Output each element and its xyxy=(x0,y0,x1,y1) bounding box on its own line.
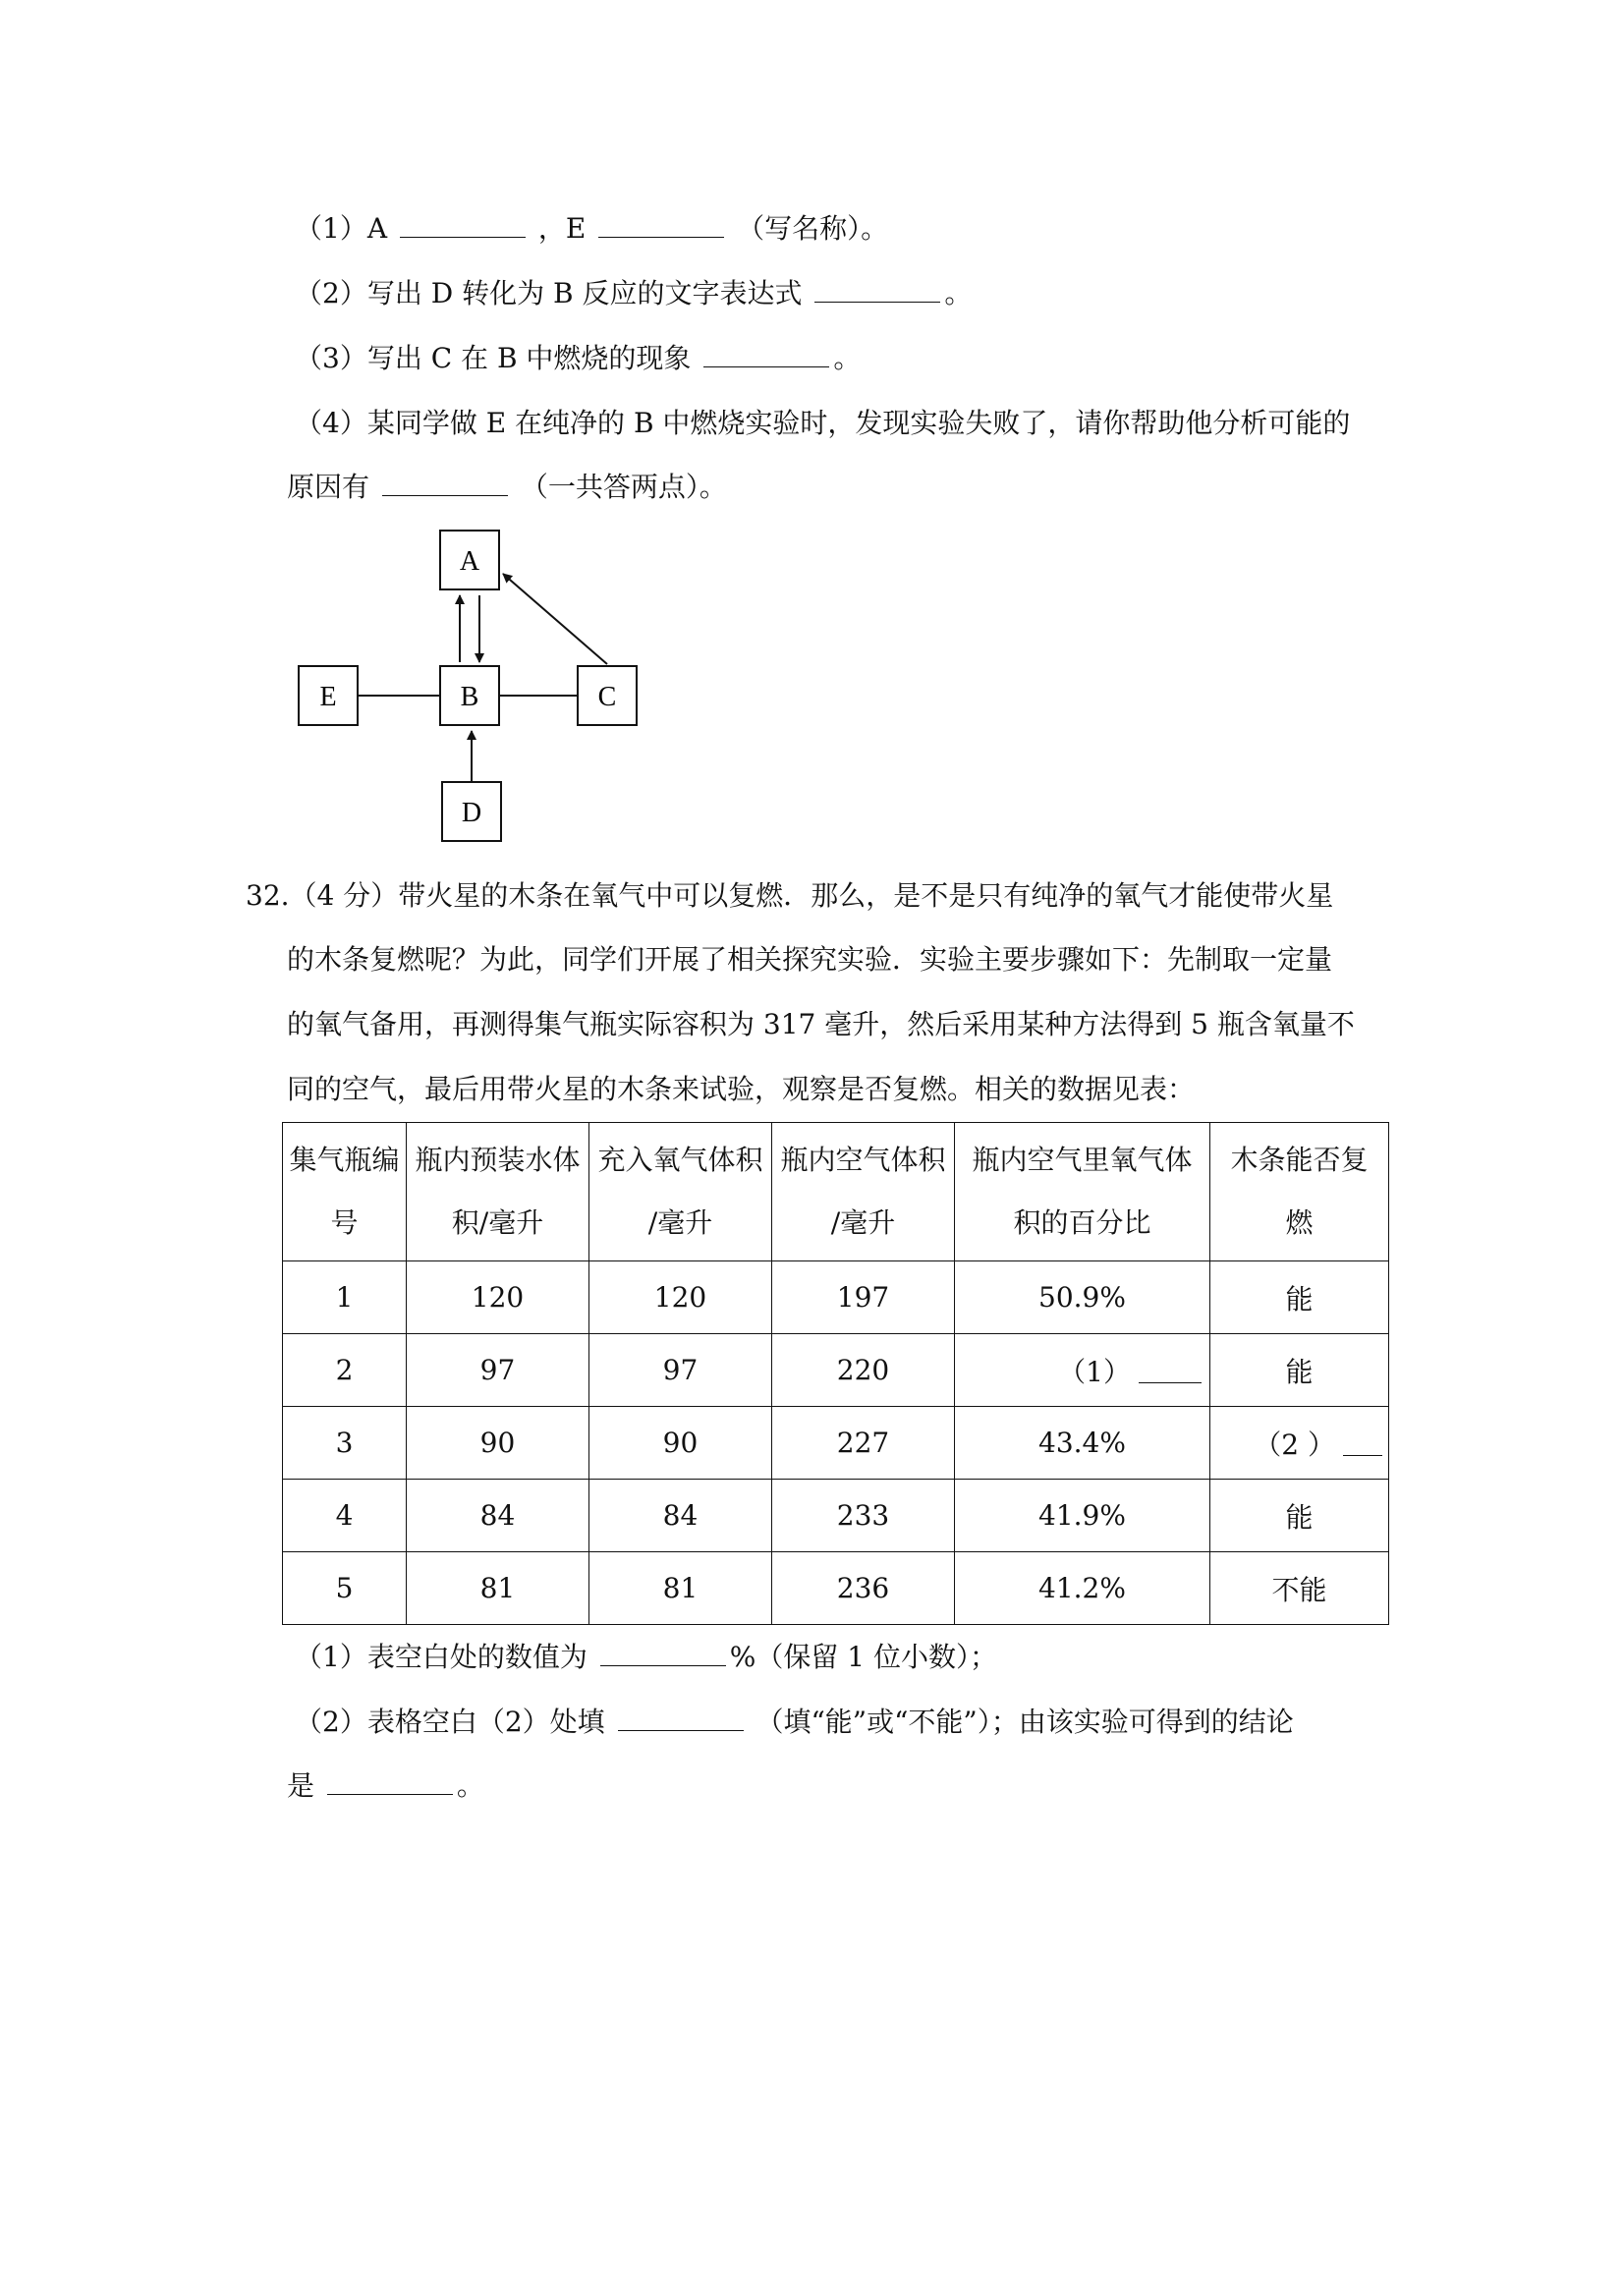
q31-part1-mid: ，E xyxy=(537,212,587,245)
q32-line3: 的氧气备用，再测得集气瓶实际容积为 317 毫升，然后采用某种方法得到 5 瓶含氧量不 xyxy=(287,1008,1355,1040)
table-cell: 120 xyxy=(589,1261,772,1334)
q31-part3-suffix: 。 xyxy=(833,342,862,374)
node-d-label: D xyxy=(461,798,482,828)
table-cell: 41.9% xyxy=(955,1480,1210,1552)
table-cell: 能 xyxy=(1210,1261,1389,1334)
node-a xyxy=(440,531,499,589)
node-a-label: A xyxy=(459,546,480,577)
q31-part1 xyxy=(295,209,888,249)
q31-part3 xyxy=(295,339,861,378)
table-cell: 不能 xyxy=(1210,1552,1389,1625)
q31-part4-prefix: 原因有 xyxy=(287,471,370,503)
node-c xyxy=(578,666,637,725)
header-water-volume: 瓶内预装水体 积/毫升 xyxy=(407,1123,589,1261)
node-b xyxy=(440,666,499,725)
table-cell: 能 xyxy=(1210,1480,1389,1552)
blank-2-label: （2 ） xyxy=(1254,1428,1335,1461)
header-bottle-number: 集气瓶编 号 xyxy=(283,1123,407,1261)
q32-sub2-cont-suffix: 。 xyxy=(456,1769,484,1802)
experiment-data-table xyxy=(282,1122,1389,1625)
q32-sub2-prefix: （2）表格空白（2）处填 xyxy=(295,1706,605,1738)
table-cell: 2 xyxy=(283,1334,407,1407)
answer-blank-relight[interactable] xyxy=(1343,1429,1382,1456)
table-cell: 43.4% xyxy=(955,1407,1210,1480)
node-b-label: B xyxy=(460,682,479,712)
table-cell: 81 xyxy=(407,1552,589,1625)
table-cell: 41.2% xyxy=(955,1552,1210,1625)
table-row xyxy=(283,1552,1389,1625)
q32-line2: 的木条复燃呢？为此，同学们开展了相关探究实验．实验主要步骤如下：先制取一定量 xyxy=(287,943,1333,976)
arrow-c-to-a xyxy=(503,574,607,664)
answer-blank-reasons[interactable] xyxy=(382,470,508,496)
header-relight: 木条能否复 燃 xyxy=(1210,1123,1389,1261)
q32-sub2-cont-prefix: 是 xyxy=(287,1769,315,1802)
header-oxygen-percentage: 瓶内空气里氧气体 积的百分比 xyxy=(955,1123,1210,1261)
answer-blank-e[interactable] xyxy=(598,211,724,238)
q32-sub1-prefix: （1）表空白处的数值为 xyxy=(295,1641,588,1673)
q32-line1: 32.（4 分）带火星的木条在氧气中可以复燃．那么，是不是只有纯净的氧气才能使带火星 xyxy=(246,879,1334,912)
table-cell: 50.9% xyxy=(955,1261,1210,1334)
q32-sub2 xyxy=(295,1703,1294,1742)
table-cell: 84 xyxy=(407,1480,589,1552)
table-row xyxy=(283,1407,1389,1480)
table-cell: 81 xyxy=(589,1552,772,1625)
node-d xyxy=(442,782,501,841)
table-cell-blank-2 xyxy=(1210,1407,1389,1480)
table-cell: 90 xyxy=(589,1407,772,1480)
q31-part4-line1: （4）某同学做 E 在纯净的 B 中燃烧实验时，发现实验失败了，请你帮助他分析可能的 xyxy=(295,407,1351,439)
q31-part2 xyxy=(295,274,972,313)
q32-sub1-suffix: %（保留 1 位小数）； xyxy=(729,1641,997,1673)
q31-part1-suffix: （写名称）。 xyxy=(737,212,889,245)
table-cell: 84 xyxy=(589,1480,772,1552)
q32-sub2-cont xyxy=(287,1766,484,1806)
blank-1-label: （1） xyxy=(1058,1355,1131,1388)
table-cell: 227 xyxy=(772,1407,955,1480)
table-row xyxy=(283,1261,1389,1334)
header-oxygen-volume: 充入氧气体积 /毫升 xyxy=(589,1123,772,1261)
table-cell: 5 xyxy=(283,1552,407,1625)
node-e xyxy=(299,666,358,725)
table-cell: 1 xyxy=(283,1261,407,1334)
table-cell: 97 xyxy=(407,1334,589,1407)
answer-blank-value[interactable] xyxy=(600,1640,726,1666)
q31-part2-text: （2）写出 D 转化为 B 反应的文字表达式 xyxy=(295,277,803,309)
table-row xyxy=(283,1334,1389,1407)
q31-part4-line2 xyxy=(287,468,727,507)
answer-blank-percentage[interactable] xyxy=(1139,1357,1202,1383)
answer-blank-conclusion[interactable] xyxy=(327,1768,453,1795)
table-cell-blank-1 xyxy=(955,1334,1210,1407)
q31-part4-suffix: （一共答两点）。 xyxy=(520,471,727,503)
node-e-label: E xyxy=(319,682,337,712)
table-header-row xyxy=(283,1123,1389,1261)
answer-blank-a[interactable] xyxy=(400,211,526,238)
table-cell: 220 xyxy=(772,1334,955,1407)
table-cell: 233 xyxy=(772,1480,955,1552)
q32-line4: 同的空气，最后用带火星的木条来试验，观察是否复燃。相关的数据见表： xyxy=(287,1073,1196,1105)
q32-sub1 xyxy=(295,1638,997,1677)
answer-blank-phenomenon[interactable] xyxy=(703,341,829,367)
table-cell: 197 xyxy=(772,1261,955,1334)
relationship-diagram xyxy=(295,521,658,855)
answer-blank-can-or-cannot[interactable] xyxy=(618,1705,744,1731)
table-cell: 90 xyxy=(407,1407,589,1480)
table-cell: 236 xyxy=(772,1552,955,1625)
q31-part2-suffix: 。 xyxy=(944,277,973,309)
table-cell: 120 xyxy=(407,1261,589,1334)
node-c-label: C xyxy=(597,682,617,712)
table-cell: 能 xyxy=(1210,1334,1389,1407)
table-cell: 4 xyxy=(283,1480,407,1552)
table-cell: 97 xyxy=(589,1334,772,1407)
table-row xyxy=(283,1480,1389,1552)
q31-part3-text: （3）写出 C 在 B 中燃烧的现象 xyxy=(295,342,692,374)
table-cell: 3 xyxy=(283,1407,407,1480)
q31-part1-prefix: （1）A xyxy=(295,212,388,245)
q32-sub2-suffix: （填“能”或“不能”）；由该实验可得到的结论 xyxy=(756,1706,1294,1738)
answer-blank-expression[interactable] xyxy=(814,276,940,303)
header-air-volume: 瓶内空气体积 /毫升 xyxy=(772,1123,955,1261)
